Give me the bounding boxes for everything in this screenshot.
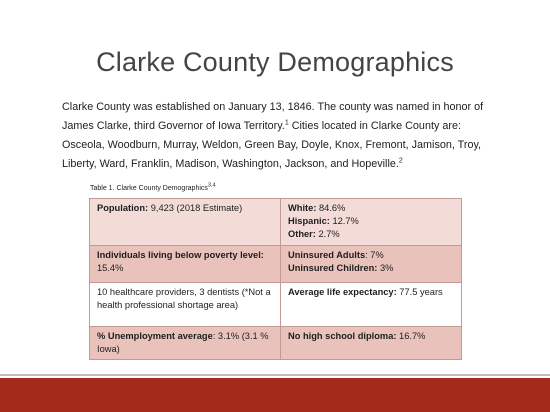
unemployment-label: % Unemployment average	[97, 331, 213, 341]
footer-divider	[0, 374, 550, 376]
intro-text-part1: Clarke County was established on January 13, 1846. The county was named in honor of James Clarke, third Governor of Iowa Territory.	[62, 101, 484, 132]
life-expectancy-value: 77.5 years	[396, 287, 443, 297]
footnote-ref-1: 1	[284, 119, 289, 127]
table-caption-footnote: 3,4	[207, 182, 216, 189]
hispanic-label: Hispanic:	[288, 216, 330, 226]
healthcare-text: 10 healthcare providers, 3 dentists (*Not a health professional shortage area)	[97, 287, 271, 310]
hispanic-value: 12.7%	[329, 216, 359, 226]
poverty-label: Individuals living below poverty level:	[97, 250, 264, 260]
unemployment-cell	[90, 327, 281, 360]
demographics-table	[89, 198, 462, 360]
diploma-cell	[281, 327, 462, 360]
table-row	[90, 199, 462, 246]
white-value: 84.6%	[316, 203, 346, 213]
healthcare-cell	[90, 283, 281, 327]
table-caption	[90, 182, 216, 192]
footnote-ref-2: 2	[398, 157, 403, 165]
diploma-value: 16.7%	[396, 331, 426, 341]
poverty-cell	[90, 246, 281, 283]
life-expectancy-label: Average life expectancy:	[288, 287, 397, 297]
uninsured-cell	[281, 246, 462, 283]
intro-paragraph	[62, 98, 502, 174]
slide-title: Clarke County Demographics	[96, 47, 454, 77]
population-label: Population:	[97, 203, 149, 213]
intro-text-part2: Cities located in Clarke County are: Osceola, Woodburn, Murray, Weldon, Green Bay, Doyle, Knox, Fremont, Jamison, Troy, Liberty, Ward, Franklin, Madison, Washington, Jackson, and Hopeville.	[62, 120, 482, 170]
life-expectancy-cell	[281, 283, 462, 327]
unemployment-value: : 3.1% (3.1 % Iowa)	[97, 331, 269, 354]
table-row	[90, 246, 462, 283]
table-row	[90, 327, 462, 360]
uninsured-adults-value: : 7%	[365, 250, 384, 260]
population-cell	[90, 199, 281, 246]
white-label: White:	[288, 203, 317, 213]
other-value: 2.7%	[315, 229, 340, 239]
population-value: 9,423 (2018 Estimate)	[148, 203, 243, 213]
poverty-value: 15.4%	[97, 263, 124, 273]
table-row	[90, 283, 462, 327]
table-caption-text: Table 1. Clarke County Demographics	[90, 185, 208, 192]
uninsured-children-value: 3%	[377, 263, 394, 273]
diploma-label: No high school diploma:	[288, 331, 397, 341]
ethnicity-cell	[281, 199, 462, 246]
footer-bar	[0, 378, 550, 412]
uninsured-children-label: Uninsured Children:	[288, 263, 378, 273]
other-label: Other:	[288, 229, 316, 239]
uninsured-adults-label: Uninsured Adults	[288, 250, 366, 260]
